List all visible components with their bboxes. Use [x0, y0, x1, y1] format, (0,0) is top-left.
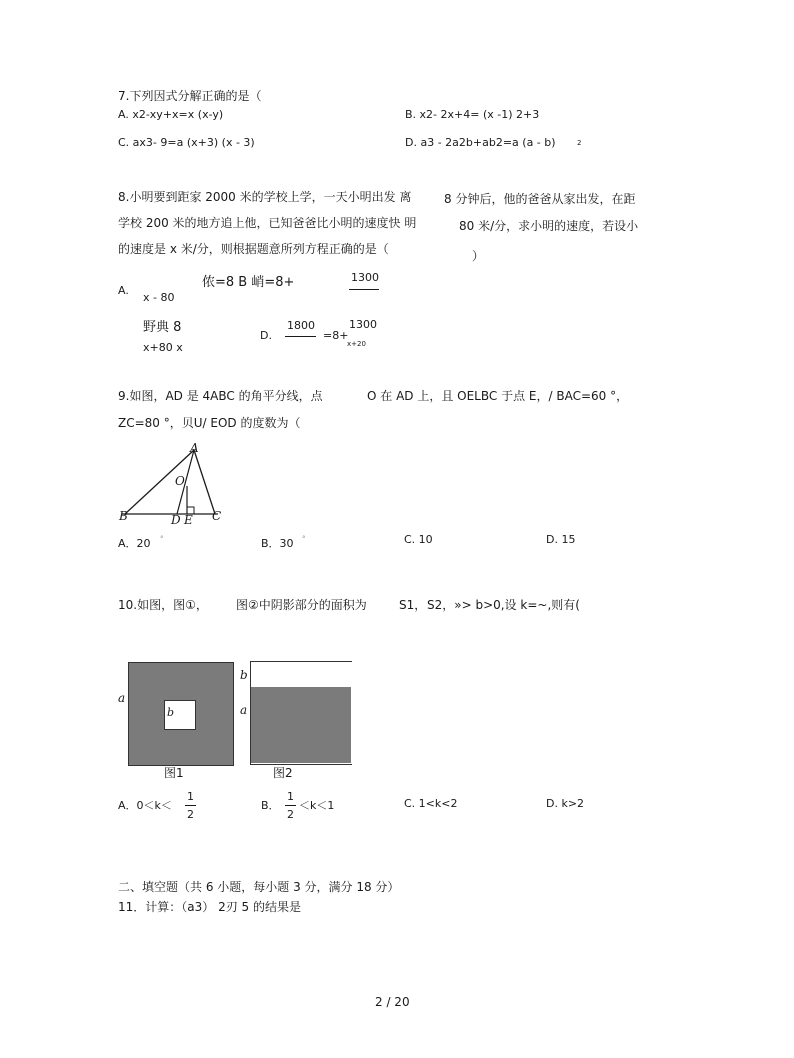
- q10-line-a: 10.如图，图①，: [118, 598, 208, 612]
- q9-option-b: B．30: [261, 537, 294, 550]
- q9-vertex-c-label: C: [212, 509, 222, 523]
- q9-point-d-label: D: [171, 513, 181, 527]
- page-number: 2 / 20: [375, 995, 410, 1009]
- q10-figure-2-label-b: b: [240, 668, 248, 682]
- q10-figure-2-label-a: a: [240, 703, 248, 717]
- q10-figure-2-caption: 图2: [273, 766, 293, 780]
- section-2-title: 二、填空题（共 6 小题，每小题 3 分，满分 18 分）: [118, 880, 400, 894]
- q8-line2-right: 80 米/分，求小明的速度，若设小: [459, 219, 639, 233]
- q7-option-c: C. ax3- 9=a (x+3) (x - 3): [118, 136, 255, 149]
- q10-option-b-denominator: 2: [287, 808, 294, 821]
- q9-option-c: C. 10: [404, 533, 433, 546]
- q10-option-b-label: B．: [261, 799, 280, 812]
- q8-option-c-top: 野典 8: [143, 320, 182, 335]
- q8-option-d-numerator-2: 1300: [349, 318, 377, 331]
- q10-option-a-fraction-bar: [185, 805, 196, 806]
- q9-line1-b: O 在 AD 上，且 OELBC 于点 E，/ BAC=60 °，: [367, 389, 629, 403]
- q9-vertex-a-label: A: [190, 441, 199, 455]
- q8-option-d-fraction-bar-1: [285, 336, 316, 337]
- q10-option-a: A．0＜k＜: [118, 799, 172, 812]
- q10-line-b: 图②中阴影部分的面积为: [236, 598, 367, 612]
- q7-option-a: A. x2-xy+x=x (x-y): [118, 108, 224, 121]
- q10-option-a-numerator: 1: [187, 790, 194, 803]
- q8-option-a-b-expression: 侬=8 B 峭=8+: [202, 275, 295, 290]
- q9-line2: ZC=80 °，贝U/ EOD 的度数为（: [118, 416, 301, 430]
- q8-option-b-numerator: 1300: [351, 271, 379, 284]
- q10-option-b-fraction-bar: [285, 805, 296, 806]
- q8-option-a-denominator: x - 80: [143, 291, 175, 304]
- q10-option-b-tail: ＜k＜1: [299, 799, 335, 812]
- q7-option-d: D. a3 - 2a2b+ab2=a (a - b): [405, 136, 556, 149]
- q10-option-d: D. k>2: [546, 797, 585, 810]
- q8-line1-left: 8.小明要到距家 2000 米的学校上学，一天小明出发 离: [118, 190, 412, 204]
- q8-option-c-bottom: x+80 x: [143, 341, 183, 354]
- q10-option-c: C. 1<k<2: [404, 797, 458, 810]
- q10-figure-2-shaded: [251, 687, 351, 763]
- q8-line3-right: ）: [472, 249, 485, 263]
- q10-figure-1-label-a: a: [118, 691, 126, 705]
- q10-option-a-denominator: 2: [187, 808, 194, 821]
- q8-option-d-label: D.: [260, 329, 272, 342]
- q11-stem: 11．计算：（a3） 2刃 5 的结果是: [118, 900, 301, 914]
- q9-option-a: A．20: [118, 537, 151, 550]
- q8-option-d-denominator-2: x+20: [347, 340, 366, 348]
- q9-vertex-b-label: B: [119, 509, 128, 523]
- q7-option-d-exponent: 2: [577, 139, 582, 147]
- q9-point-e-label: E: [184, 513, 193, 527]
- q9-option-a-degree: °: [160, 535, 164, 543]
- q9-option-b-degree: °: [302, 535, 306, 543]
- q9-line1-a: 9.如图，AD 是 4ABC 的角平分线，点: [118, 389, 323, 403]
- q8-line2-left: 学校 200 米的地方追上他，已知爸爸比小明的速度快 明: [118, 216, 417, 230]
- q8-option-d-equals: =8+: [323, 329, 349, 342]
- q7-option-b: B. x2- 2x+4= (x -1) 2+3: [405, 108, 540, 121]
- q10-figure-1-caption: 图1: [164, 766, 184, 780]
- q10-option-b-numerator: 1: [287, 790, 294, 803]
- q10-figure-1-label-b: b: [167, 706, 175, 719]
- q8-line3-left: 的速度是 x 米/分，则根据题意所列方程正确的是（: [118, 242, 389, 256]
- q8-line1-right: 8 分钟后，他的爸爸从家出发，在距: [444, 192, 636, 206]
- q10-line-c: S1，: [399, 598, 427, 612]
- q9-option-d: D. 15: [546, 533, 576, 546]
- q8-option-a-label: A.: [118, 284, 129, 297]
- q9-point-o-label: O: [175, 474, 185, 488]
- q8-option-d-numerator-1: 1800: [287, 319, 315, 332]
- q10-line-d: S2，»> b>0,设 k=~,则有(: [427, 598, 580, 612]
- q7-stem: 7.下列因式分解正确的是（: [118, 89, 262, 103]
- q8-option-b-fraction-bar: [349, 289, 379, 290]
